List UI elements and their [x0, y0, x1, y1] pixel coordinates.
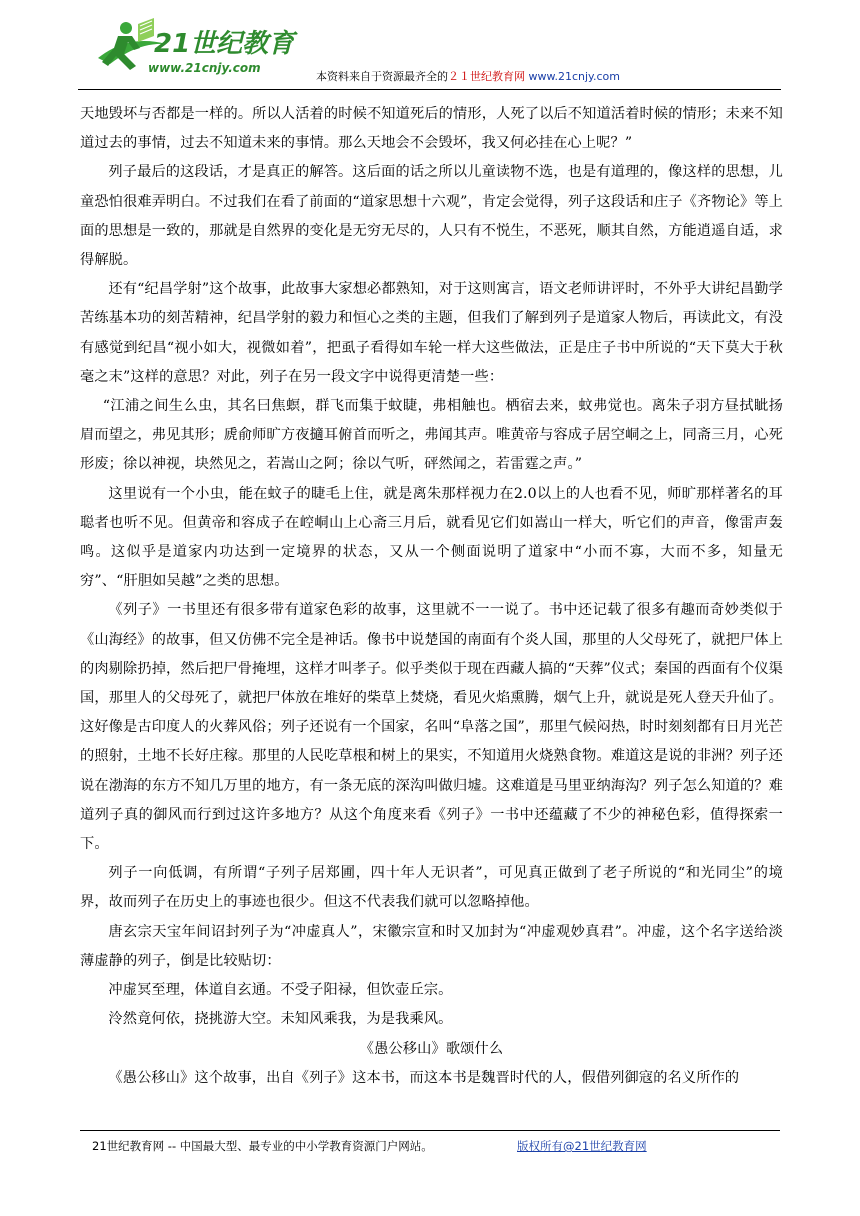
site-logo[interactable] — [88, 14, 298, 80]
paragraph: 天地毁坏与否都是一样的。所以人活着的时候不知道死后的情形，人死了以后不知道活着时候的情形；未来不知道过去的事情，过去不知道未来的事情。那么天地会不会毁坏，我又何必挂在心上呢？” — [80, 106, 783, 152]
section-title: 《愚公移山》歌颂什么 — [359, 1040, 504, 1057]
header-brand-link[interactable]: ２１世纪教育网 — [448, 70, 525, 83]
paragraph: 这里说有一个小虫，能在蚊子的睫毛上住，就是离朱那样视力在2.0以上的人也看不见，师旷那样著名的耳聪者也听不见。但黄帝和容成子在崆峒山上心斋三月后，就看见它们如嵩山一样大，听它们的声音，像雷声轰鸣。这似乎是道家内功达到一定境界的状态，又从一个侧面说明了道家中“小而不寡，大而不多，知量无穷”、“肝胆如吴越”之类的思想。 — [80, 485, 783, 590]
page-header — [0, 0, 860, 100]
page-footer — [92, 1138, 647, 1154]
header-url-link[interactable]: www.21cnjy.com — [528, 70, 620, 83]
footer-text: 21世纪教育网 -- 中国最大型、最专业的中小学教育资源门户网站。 — [92, 1139, 433, 1153]
header-divider — [78, 89, 781, 90]
footer-divider — [80, 1130, 780, 1131]
running-man-logo-icon — [88, 14, 298, 80]
poem-line: 泠然竟何依，挠挑游大空。未知风乘我，为是我乘风。 — [108, 1011, 453, 1028]
paragraph: 《列子》一书里还有很多带有道家色彩的故事，这里就不一一说了。书中还记载了很多有趣而奇妙类似于《山海经》的故事，但又仿佛不完全是神话。像书中说楚国的南面有个炎人国，那里的人父母死了，就把尸体上的肉剔除扔掉，然后把尸骨掩埋，这样才叫孝子。似乎类似于现在西藏人搞的“天葬”仪式；秦国的西面有个仪渠国，那里人的父母死了，就把尸体放在堆好的柴草上焚烧，看见火焰熏腾，烟气上升，就说是死人登天升仙了。这好像是古印度人的火葬风俗；列子还说有一个国家，名叫“阜落之国”，那里气候闷热，时时刻刻都有日月光芒的照射，土地不长好庄稼。那里的人民吃草根和树上的果实，不知道用火烧熟食物。难道这是说的非洲？列子还说在渤海的东方不知几万里的地方，有一条无底的深沟叫做归墟。这难道是马里亚纳海沟？列子怎么知道的？难道列子真的御风而行到过这许多地方？从这个角度来看《列子》一书中还蕴藏了不少的神秘色彩，值得探索一下。 — [80, 602, 784, 853]
header-prefix: 本资料来自于资源最齐全的 — [316, 70, 448, 83]
article-body — [80, 100, 783, 1093]
paragraph: 还有“纪昌学射”这个故事，此故事大家想必都熟知，对于这则寓言，语文老师讲评时，不外乎大讲纪昌勤学苦练基本功的刻苦精神，纪昌学射的毅力和恒心之类的主题，但我们了解到列子是道家人物后，再读此文，有没有感觉到纪昌“视小如大，视微如着”，把虱子看得如车轮一样大这些做法，正是庄子书中所说的“天下莫大于秋毫之末”这样的意思？对此，列子在另一段文字中说得更清楚一些： — [80, 281, 783, 385]
quote-paragraph: “江浦之间生么虫，其名曰焦螟，群飞而集于蚊睫，弗相触也。栖宿去来，蚊弗觉也。离朱子羽方昼拭眦扬眉而望之，弗见其形；虒俞师旷方夜擿耳俯首而听之，弗闻其声。唯黄帝与容成子居空峒之上，同斋三月，心死形废；徐以神视，块然见之，若嵩山之阿；徐以气听，砰然闻之，若雷霆之声。” — [80, 398, 783, 473]
poem-line: 冲虚冥至理，体道自玄通。不受子阳禄，但饮壶丘宗。 — [108, 982, 453, 999]
copyright-link[interactable]: 版权所有@21世纪教育网 — [517, 1139, 647, 1153]
paragraph: 唐玄宗天宝年间诏封列子为“冲虚真人”，宋徽宗宣和时又加封为“冲虚观妙真君”。冲虚，这个名字送给淡薄虚静的列子，倒是比较贴切： — [80, 923, 783, 969]
header-source-line — [316, 68, 620, 84]
svg-text:21世纪教育: 21世纪教育 — [154, 29, 295, 59]
paragraph: 《愚公移山》这个故事，出自《列子》这本书，而这本书是魏晋时代的人，假借列御寇的名义所作的 — [108, 1069, 740, 1086]
svg-text:www.21cnjy.com: www.21cnjy.com — [148, 61, 261, 75]
paragraph: 列子最后的这段话，才是真正的解答。这后面的话之所以儿童读物不选，也是有道理的，像这样的思想，儿童恐怕很难弄明白。不过我们在看了前面的“道家思想十六观”，肯定会觉得，列子这段话和庄子《齐物论》等上面的思想是一致的，那就是自然界的变化是无穷无尽的，人只有不悦生，不恶死，顺其自然，方能逍遥自适，求得解脱。 — [80, 164, 784, 269]
paragraph: 列子一向低调，有所谓“子列子居郑圃，四十年人无识者”，可见真正做到了老子所说的“和光同尘”的境界，故而列子在历史上的事迹也很少。但这不代表我们就可以忽略掉他。 — [80, 865, 783, 911]
